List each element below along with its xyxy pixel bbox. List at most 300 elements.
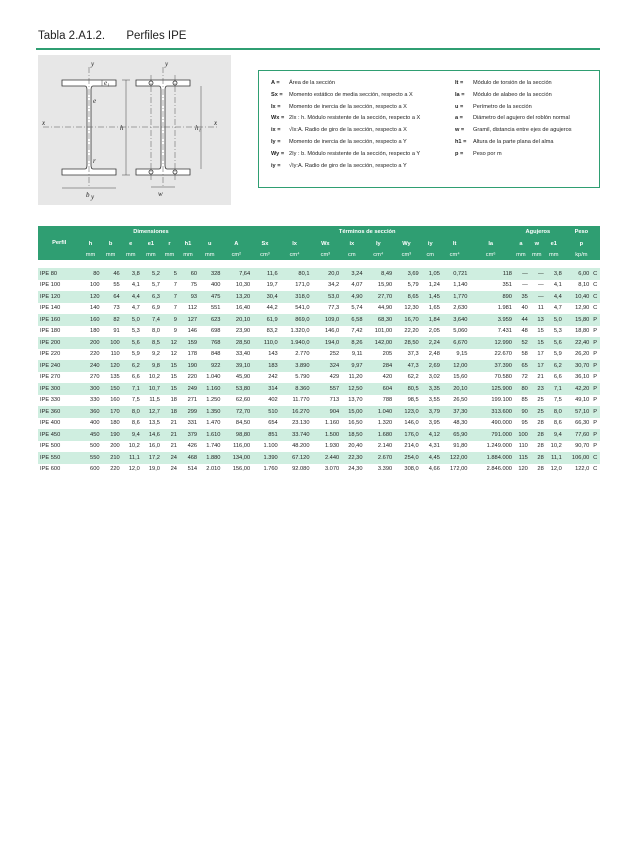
figure-label-e1: e₁ <box>104 79 110 87</box>
profile-name: IPE 500 <box>40 443 61 450</box>
table-cell: 156,00 <box>232 466 251 473</box>
table-cell: 2.770 <box>295 351 310 358</box>
profile-name: IPE 220 <box>40 351 61 358</box>
table-cell: 62,2 <box>407 374 419 381</box>
table-cell: 16,50 <box>348 420 363 427</box>
table-cell: 1.100 <box>263 443 278 450</box>
table-cell: 52 <box>513 337 529 349</box>
table-cell: 122,00 <box>441 452 469 464</box>
table-cell: P <box>590 406 600 418</box>
table-cell: 100 <box>513 429 529 441</box>
table-cell: 21 <box>161 429 178 441</box>
profile-name: IPE 270 <box>40 374 61 381</box>
table-cell: 72 <box>521 374 528 381</box>
table-cell: 1,140 <box>453 282 468 289</box>
table-cell: 28,50 <box>393 337 420 349</box>
figure-label-w: w <box>158 190 163 198</box>
legend-row: Wx = 2Ix : h. Módulo resistente de la sección, respecto a X <box>271 115 421 122</box>
table-cell: 75 <box>190 282 198 289</box>
table-cell: 13,5 <box>148 420 160 427</box>
table-cell: 146,0 <box>404 420 419 427</box>
table-cell: 11 <box>537 305 544 312</box>
table-cell: 5,7 <box>152 282 160 289</box>
table-row <box>38 418 600 430</box>
table-cell: C <box>593 305 598 312</box>
table-cell: 2.440 <box>311 452 341 464</box>
table-cell: 7 <box>173 305 177 312</box>
table-cell: 214,0 <box>404 443 419 450</box>
table-cell: 9 <box>173 328 177 335</box>
table-cell: 7 <box>161 291 178 303</box>
table-cell: 20,0 <box>311 268 341 280</box>
table-row <box>38 303 600 315</box>
table-cell: 55 <box>113 282 120 289</box>
table-cell: P <box>590 383 600 395</box>
table-cell: 110 <box>518 443 528 450</box>
table-cell: 36,10 <box>575 374 590 381</box>
table-cell: 16,40 <box>235 305 251 312</box>
profile-name: IPE 200 <box>38 337 80 349</box>
table-cell: 3.070 <box>324 466 340 473</box>
profile-name: IPE 450 <box>38 429 80 441</box>
table-cell: 1.249.000 <box>486 443 512 450</box>
table-cell: 112 <box>187 305 198 312</box>
table-cell: 3,24 <box>340 268 363 280</box>
column-unit: cm <box>340 249 363 260</box>
profile-name: IPE 330 <box>40 397 61 404</box>
column-unit: cm³ <box>393 249 420 260</box>
table-cell: 242 <box>268 374 278 381</box>
table-cell: 557 <box>311 383 341 395</box>
table-cell: 110 <box>110 351 120 358</box>
table-cell: 48 <box>521 328 528 335</box>
table-cell: 12 <box>170 351 177 358</box>
column-unit: mm <box>161 249 178 260</box>
symbol-legend <box>258 70 600 188</box>
table-row <box>38 441 600 453</box>
table-cell: 66,30 <box>575 420 590 427</box>
table-cell: 1,05 <box>420 268 441 280</box>
table-cell: 5,0 <box>121 314 141 326</box>
table-cell: 15,90 <box>377 282 393 289</box>
column-unit: cm⁶ <box>468 249 513 260</box>
column-unit: cm <box>420 249 441 260</box>
table-cell: 180 <box>90 328 100 335</box>
table-cell: 33.740 <box>279 429 311 441</box>
table-cell: 170 <box>101 406 121 418</box>
table-cell: 39,10 <box>221 360 251 372</box>
table-cell: 3,95 <box>428 420 440 427</box>
column-unit: mm <box>529 249 545 260</box>
table-row <box>38 395 600 407</box>
table-cell: 118 <box>468 268 513 280</box>
table-cell: 143 <box>268 351 278 358</box>
header-holes: Agujeros <box>513 226 563 238</box>
table-cell: 90,70 <box>575 443 590 450</box>
table-cell: 514 <box>187 466 198 473</box>
table-cell: 109,0 <box>311 314 341 326</box>
header-section-terms: Términos de sección <box>221 226 512 238</box>
table-cell: 15 <box>170 374 177 381</box>
table-cell: 15,80 <box>563 314 591 326</box>
table-cell: P <box>590 360 600 372</box>
legend-row: Sx = Momento estático de media sección, respecto a X <box>271 91 413 98</box>
legend-column-right <box>455 78 572 161</box>
table-cell: 5,2 <box>141 268 161 280</box>
table-cell: 402 <box>268 397 278 404</box>
table-cell: 400 <box>90 420 100 427</box>
table-cell: 768 <box>198 337 221 349</box>
table-cell: 848 <box>210 351 221 358</box>
table-cell: C <box>593 466 598 473</box>
table-cell: 183 <box>251 360 279 372</box>
table-cell: 194,0 <box>311 337 341 349</box>
table-cell: 15 <box>529 337 545 349</box>
table-cell: 48,30 <box>453 420 468 427</box>
table-cell: 1.160 <box>198 383 221 395</box>
column-unit: mm <box>198 249 221 260</box>
table-cell: 1,24 <box>428 282 440 289</box>
table-cell: 270 <box>90 374 100 381</box>
table-cell: 18,50 <box>340 429 363 441</box>
table-cell: 80 <box>80 268 100 280</box>
legend-row: Iy = Momento de inercia de la sección, respecto a Y <box>271 138 407 145</box>
legend-row: p = Peso por m <box>455 150 502 157</box>
table-cell: 1.040 <box>206 374 221 381</box>
table-cell: 7,5 <box>131 397 140 404</box>
table-cell: 1.320,0 <box>290 328 310 335</box>
table-cell: 172,00 <box>450 466 468 473</box>
table-cell: 10,7 <box>141 383 161 395</box>
table-cell: 20,10 <box>441 383 469 395</box>
table-cell: 1.740 <box>206 443 221 450</box>
table-cell: 171,0 <box>295 282 310 289</box>
table-cell: 28 <box>529 452 545 464</box>
profile-name: IPE 300 <box>38 383 80 395</box>
figure-label-y-bottom: y <box>91 193 95 201</box>
table-cell: 28,50 <box>221 337 251 349</box>
table-cell: — <box>538 282 544 289</box>
table-cell: 8,5 <box>141 337 161 349</box>
figure-label-y-top-2: y <box>165 60 169 68</box>
table-cell: 1.350 <box>198 406 221 418</box>
figure-label-h: h <box>120 124 124 132</box>
profile-name: IPE 360 <box>38 406 80 418</box>
table-cell: 623 <box>198 314 221 326</box>
table-row <box>38 406 600 418</box>
table-cell: 85 <box>521 397 528 404</box>
figure-label-y-top: y <box>91 60 95 68</box>
table-cell: 1,770 <box>441 291 469 303</box>
table-cell: 92.080 <box>292 466 310 473</box>
column-header: It <box>441 238 469 249</box>
legend-row: a = Diámetro del agujero del roblón normal <box>455 115 570 122</box>
table-cell: 869,0 <box>279 314 311 326</box>
table-cell: 8,26 <box>340 337 363 349</box>
column-header: p <box>563 238 600 249</box>
figure-label-r: r <box>93 157 96 165</box>
profile-name: IPE 180 <box>40 328 61 335</box>
table-cell: 44,90 <box>377 305 393 312</box>
table-cell: 5 <box>161 268 178 280</box>
table-cell: 200 <box>110 443 120 450</box>
table-cell: 100 <box>101 337 121 349</box>
table-cell: 19,0 <box>148 466 160 473</box>
table-cell: 4,07 <box>351 282 363 289</box>
column-header: u <box>198 238 221 249</box>
legend-row: Wy = 2Iy : b. Módulo resistente de la sección, respecto a Y <box>271 150 421 157</box>
header-dimensions: Dimensiones <box>80 226 221 238</box>
column-unit: cm⁴ <box>441 249 469 260</box>
table-cell: 8,0 <box>545 406 563 418</box>
table-cell: 23,90 <box>235 328 251 335</box>
table-cell: 23 <box>529 383 545 395</box>
table-cell: P <box>593 351 598 358</box>
table-cell: 146 <box>187 328 198 335</box>
table-cell: 5,3 <box>553 328 562 335</box>
table-cell: 791.000 <box>468 429 513 441</box>
table-cell: 541,0 <box>295 305 310 312</box>
table-row <box>38 326 600 338</box>
table-cell: 45,90 <box>235 374 251 381</box>
legend-row: iy = √Iy:A. Radio de giro de la sección, respecto a Y <box>271 162 407 169</box>
table-cell: 65 <box>513 360 529 372</box>
table-cell: 1.320 <box>377 420 393 427</box>
ipe-profiles-table <box>38 226 600 475</box>
table-cell: 9,15 <box>456 351 468 358</box>
table-cell: 106,00 <box>563 452 591 464</box>
table-cell: 80 <box>513 383 529 395</box>
table-cell: 7,64 <box>221 268 251 280</box>
table-cell: 180 <box>110 420 120 427</box>
table-row <box>38 372 600 384</box>
column-header: r <box>161 238 178 249</box>
table-cell: 101,00 <box>374 328 393 335</box>
table-cell: 1.680 <box>363 429 393 441</box>
table-cell: 21 <box>170 420 177 427</box>
table-cell: 160 <box>110 397 120 404</box>
table-cell: 18 <box>161 406 178 418</box>
table-cell: 135 <box>110 374 120 381</box>
table-cell: 15 <box>161 360 178 372</box>
table-cell: 19,7 <box>266 282 278 289</box>
table-cell: 9,11 <box>351 351 363 358</box>
table-cell: 4,4 <box>121 291 141 303</box>
table-cell: 28 <box>537 443 544 450</box>
table-cell: 379 <box>178 429 198 441</box>
table-cell: 5,9 <box>131 351 140 358</box>
table-cell: 16,70 <box>393 314 420 326</box>
column-header: e1 <box>141 238 161 249</box>
table-cell: C <box>593 282 598 289</box>
table-cell: 15 <box>537 328 544 335</box>
table-cell: 20,10 <box>221 314 251 326</box>
table-cell: 24,30 <box>348 466 363 473</box>
table-cell: 9,8 <box>141 360 161 372</box>
table-row <box>38 452 600 464</box>
table-cell: 8,0 <box>152 328 160 335</box>
table-row <box>38 464 600 476</box>
table-cell: 12,50 <box>340 383 363 395</box>
table-cell: 77,60 <box>563 429 591 441</box>
table-cell: 35 <box>513 291 529 303</box>
table-cell: 21 <box>170 443 177 450</box>
legend-row: A = Área de la sección <box>271 80 336 86</box>
table-cell: 1.500 <box>311 429 341 441</box>
table-cell: 122,0 <box>575 466 590 473</box>
legend-column-left <box>271 78 420 172</box>
table-cell: 9,4 <box>545 429 563 441</box>
table-cell: 500 <box>90 443 100 450</box>
column-unit: mm <box>80 249 100 260</box>
column-unit: mm <box>545 249 563 260</box>
table-cell: 159 <box>178 337 198 349</box>
table-cell: 8,10 <box>578 282 590 289</box>
table-cell: 324 <box>311 360 341 372</box>
profile-name: IPE 100 <box>40 282 61 289</box>
table-cell: 12,0 <box>128 466 140 473</box>
profile-name: IPE 550 <box>38 452 80 464</box>
table-cell: 429 <box>329 374 340 381</box>
column-unit: kp/m <box>563 249 600 260</box>
table-cell: P <box>593 420 598 427</box>
table-cell: 23.130 <box>292 420 310 427</box>
table-cell: 351 <box>502 282 512 289</box>
table-cell: 5,060 <box>453 328 468 335</box>
table-cell: 299 <box>178 406 198 418</box>
table-cell: 3,55 <box>428 397 440 404</box>
table-cell: 7.431 <box>497 328 512 335</box>
table-cell: 318,0 <box>279 291 311 303</box>
column-unit: mm <box>121 249 141 260</box>
column-header: Wx <box>311 238 341 249</box>
table-cell: 17,2 <box>141 452 161 464</box>
table-cell: P <box>593 374 598 381</box>
table-cell: 100 <box>90 282 100 289</box>
table-cell: 7,5 <box>553 397 562 404</box>
legend-row: Ia = Módulo de alabeo de la sección <box>455 91 552 98</box>
table-cell: 49,10 <box>575 397 590 404</box>
table-cell: 600 <box>90 466 100 473</box>
table-cell: 72,70 <box>221 406 251 418</box>
table-cell: 40 <box>521 305 528 312</box>
table-cell: 20,40 <box>348 443 363 450</box>
table-cell: 5,6 <box>121 337 141 349</box>
ipe-profile-figure <box>38 55 231 205</box>
table-cell: 44 <box>513 314 529 326</box>
table-cell: 3,79 <box>420 406 441 418</box>
table-cell: 93 <box>178 291 198 303</box>
table-cell: — <box>529 291 545 303</box>
profile-name: IPE 600 <box>40 466 61 473</box>
figure-label-x-left: x <box>42 119 46 127</box>
table-cell: 33,40 <box>235 351 251 358</box>
table-cell: 1.940,0 <box>279 337 311 349</box>
table-cell: 3.890 <box>279 360 311 372</box>
table-cell: 713 <box>329 397 340 404</box>
column-header: Ix <box>279 238 311 249</box>
column-header: h <box>80 238 100 249</box>
table-cell: 8.360 <box>279 383 311 395</box>
table-cell: 8,0 <box>121 406 141 418</box>
table-cell: 58 <box>521 351 528 358</box>
table-cell: 551 <box>210 305 221 312</box>
table-cell: C <box>590 291 600 303</box>
header-profile: Perfil <box>38 226 80 260</box>
table-cell: 330 <box>90 397 100 404</box>
column-unit: mm <box>101 249 121 260</box>
table-cell: 110,0 <box>251 337 279 349</box>
table-cell: 3,640 <box>441 314 469 326</box>
column-units <box>38 249 600 260</box>
column-header: b <box>101 238 121 249</box>
table-cell: 4,7 <box>553 305 562 312</box>
table-cell: 2.670 <box>363 452 393 464</box>
table-cell: 61,9 <box>251 314 279 326</box>
ipe-profile-drawing <box>38 55 231 205</box>
column-header: Ia <box>468 238 513 249</box>
table-cell: 220 <box>187 374 198 381</box>
table-cell: 904 <box>311 406 341 418</box>
table-cell: 220 <box>90 351 100 358</box>
profile-name: IPE 400 <box>40 420 61 427</box>
table-cell: 3,8 <box>121 268 141 280</box>
table-caption: Perfiles IPE <box>126 30 187 42</box>
table-cell: 3,8 <box>545 268 563 280</box>
table-cell: 4,7 <box>131 305 140 312</box>
table-cell: 84,50 <box>235 420 251 427</box>
column-header: iy <box>420 238 441 249</box>
table-cell: 5,0 <box>545 314 563 326</box>
table-cell: 37.390 <box>468 360 513 372</box>
table-cell: 360 <box>80 406 100 418</box>
table-cell: 11,1 <box>545 452 563 464</box>
table-cell: 22,40 <box>563 337 591 349</box>
column-unit: mm <box>141 249 161 260</box>
table-cell: 2,48 <box>428 351 440 358</box>
table-cell: 146,0 <box>324 328 340 335</box>
table-cell: 6,9 <box>152 305 160 312</box>
table-cell: 2,24 <box>420 337 441 349</box>
table-cell: P <box>593 328 598 335</box>
table-cell: 8,6 <box>131 420 140 427</box>
table-cell: 400 <box>210 282 221 289</box>
table-cell: 62,60 <box>235 397 251 404</box>
table-cell: 176,0 <box>393 429 420 441</box>
table-header <box>38 226 600 260</box>
table-cell: 851 <box>251 429 279 441</box>
table-cell: 7,4 <box>141 314 161 326</box>
table-cell: 28 <box>529 429 545 441</box>
table-cell: 9,4 <box>121 429 141 441</box>
table-cell: 65,90 <box>441 429 469 441</box>
table-cell: 70.580 <box>494 374 512 381</box>
table-cell: 1,65 <box>428 305 440 312</box>
table-cell: 426 <box>187 443 198 450</box>
column-header: ix <box>340 238 363 249</box>
table-row <box>38 337 600 349</box>
table-cell: 12.990 <box>468 337 513 349</box>
table-cell: 11,1 <box>121 452 141 464</box>
table-cell: 3,69 <box>393 268 420 280</box>
table-cell: 4,12 <box>420 429 441 441</box>
table-cell: — <box>529 268 545 280</box>
table-cell: 12,30 <box>404 305 419 312</box>
table-row <box>38 280 600 292</box>
table-cell: 1.250 <box>206 397 221 404</box>
column-header: A <box>221 238 251 249</box>
table-cell: 7,42 <box>351 328 363 335</box>
